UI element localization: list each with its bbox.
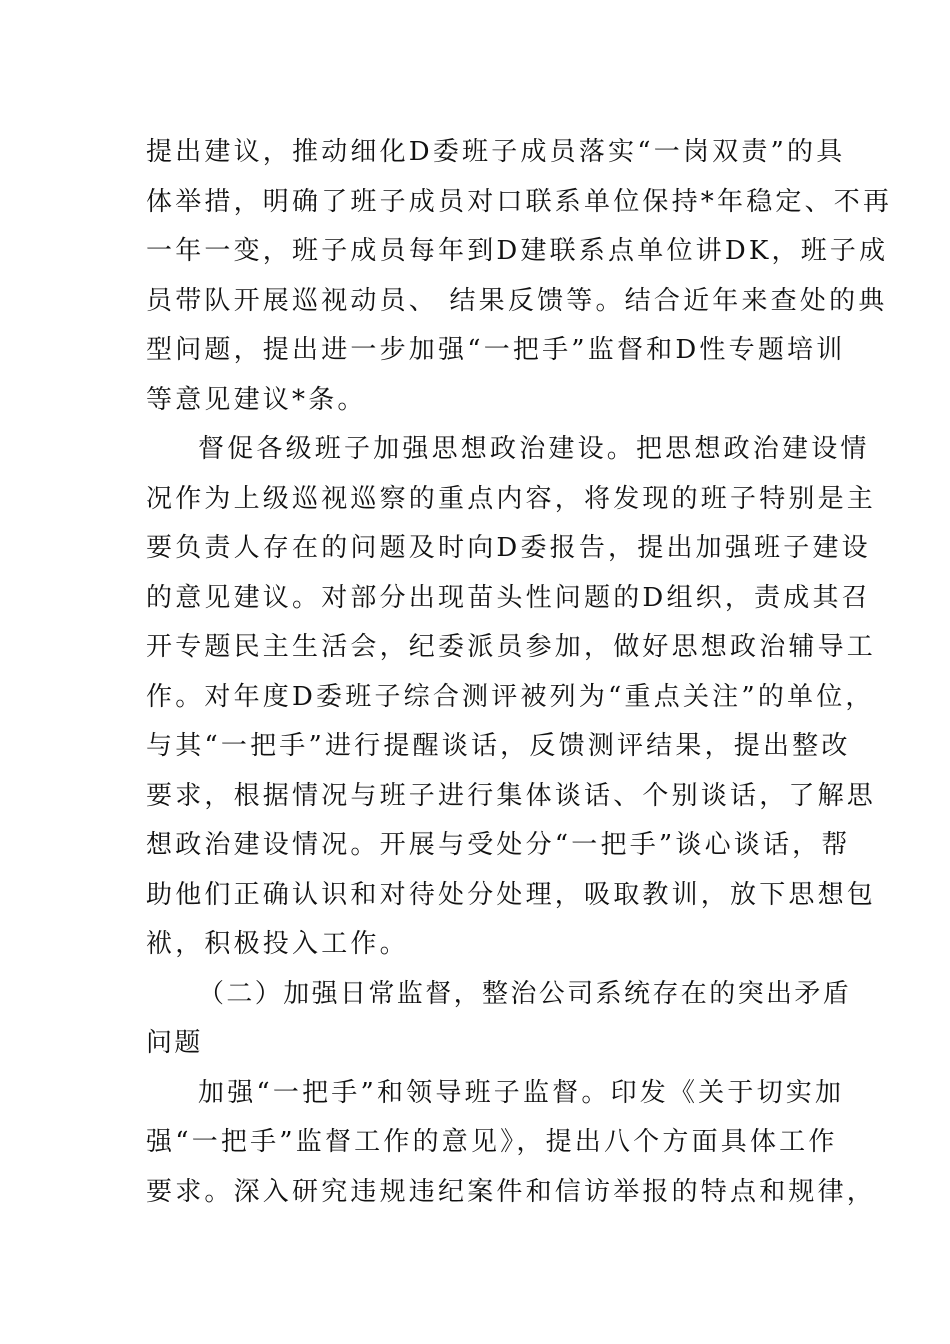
text-line: 的意见建议。对部分出现苗头性问题的D组织，责成其召 bbox=[146, 582, 871, 613]
text-line: 作。对年度D委班子综合测评被列为“重点关注”的单位， bbox=[146, 681, 875, 712]
text-line: 要求。深入研究违规违纪案件和信访举报的特点和规律， bbox=[146, 1176, 877, 1207]
text-line: 要求，根据情况与班子进行集体谈话、个别谈话，了解思 bbox=[146, 780, 877, 811]
text-line: 强“一把手”监督工作的意见》，提出八个方面具体工作 bbox=[146, 1127, 838, 1157]
text-line: 型问题，提出进一步加强“一把手”监督和D性专题培训 bbox=[146, 335, 846, 365]
text-line: 提出建议，推动细化D委班子成员落实“一岗双责”的具 bbox=[146, 137, 846, 167]
section-heading bbox=[146, 970, 852, 1069]
text-line: 助他们正确认识和对待处分处理，吸取教训，放下思想包 bbox=[146, 879, 877, 910]
paragraph-3 bbox=[146, 1069, 877, 1218]
text-line: 与其“一把手”进行提醒谈话，反馈测评结果，提出整改 bbox=[146, 731, 851, 761]
text-line: 要负责人存在的问题及时向D委报告，提出加强班子建设 bbox=[146, 533, 871, 563]
text-line: 员带队开展巡视动员、 结果反馈等。结合近年来查处的典 bbox=[146, 285, 888, 316]
heading-line: 问题 bbox=[146, 1028, 203, 1058]
text-line: 袱，积极投入工作。 bbox=[146, 929, 409, 959]
text-line: 加强“一把手”和领导班子监督。印发《关于切实加 bbox=[198, 1077, 845, 1108]
text-line: 一年一变，班子成员每年到D建联系点单位讲DK，班子成 bbox=[146, 236, 889, 266]
text-line: 等意见建议*条。 bbox=[146, 384, 367, 415]
paragraph-1 bbox=[146, 128, 893, 425]
text-line: 况作为上级巡视巡察的重点内容，将发现的班子特别是主 bbox=[146, 483, 877, 514]
document-body bbox=[146, 128, 893, 1217]
paragraph-2 bbox=[146, 425, 877, 970]
text-line: 督促各级班子加强思想政治建设。把思想政治建设情 bbox=[198, 434, 870, 464]
text-line: 开专题民主生活会，纪委派员参加，做好思想政治辅导工 bbox=[146, 632, 877, 662]
heading-line: （二）加强日常监督，整治公司系统存在的突出矛盾 bbox=[198, 978, 852, 1009]
text-line: 想政治建设情况。开展与受处分“一把手”谈心谈话，帮 bbox=[146, 830, 851, 860]
text-line: 体举措，明确了班子成员对口联系单位保持*年稳定、不再 bbox=[146, 186, 893, 217]
